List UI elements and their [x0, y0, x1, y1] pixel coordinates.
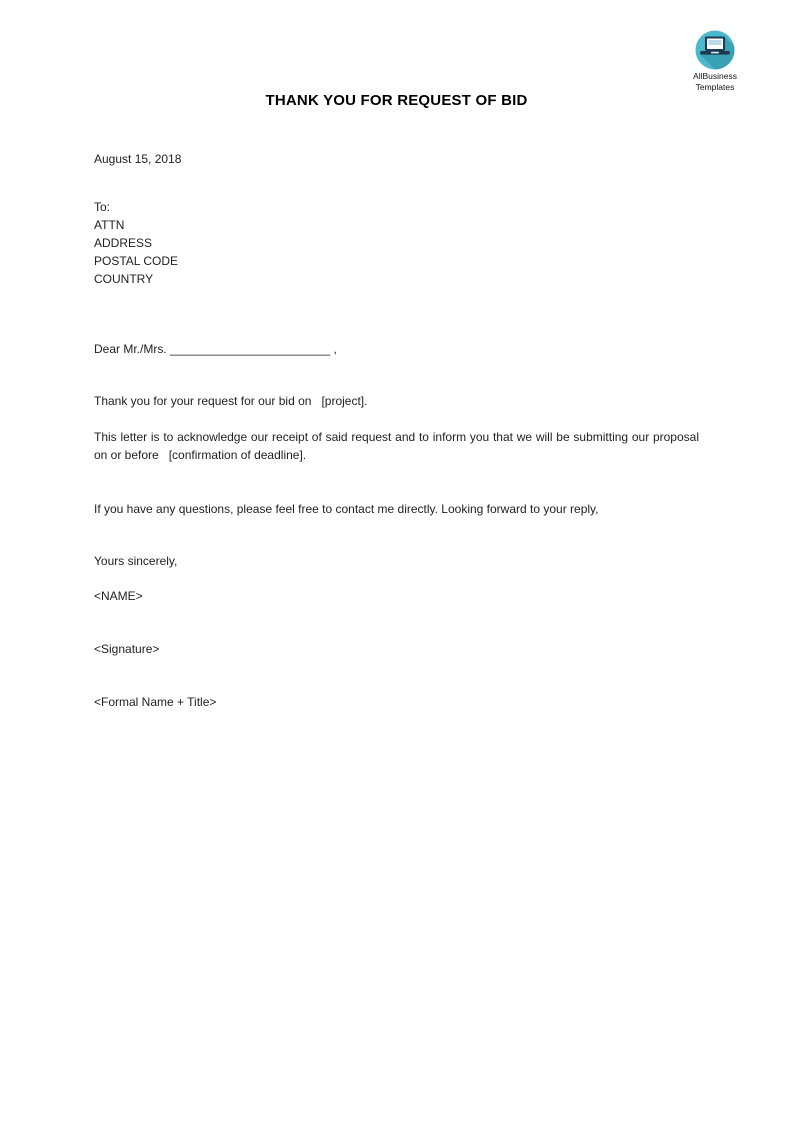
- body-paragraph-3: If you have any questions, please feel free to contact me directly. Looking forward to your reply,: [94, 502, 599, 516]
- brand-name-line2: Templates: [695, 82, 735, 92]
- name-placeholder: <NAME>: [94, 589, 143, 603]
- letter-title: THANK YOU FOR REQUEST OF BID: [265, 92, 528, 109]
- brand-logo: [686, 30, 744, 92]
- recipient-line-attn: ATTN: [94, 218, 125, 232]
- body-paragraph-2: This letter is to acknowledge our receipt of said request and to inform you that we will be submitting our proposal on or before [confirmation of deadline].: [94, 430, 703, 462]
- salutation-suffix: ,: [330, 342, 337, 356]
- recipient-block: [94, 198, 699, 288]
- body-paragraph-1: Thank you for your request for our bid on [project].: [94, 394, 368, 408]
- laptop-icon: [695, 30, 735, 70]
- formal-name-title-placeholder: <Formal Name + Title>: [94, 695, 217, 709]
- brand-name-line1: AllBusiness: [693, 71, 737, 81]
- recipient-line-address: ADDRESS: [94, 236, 153, 250]
- recipient-line-to: To:: [94, 200, 111, 214]
- date-line: August 15, 2018: [94, 152, 182, 166]
- recipient-line-postal-code: POSTAL CODE: [94, 254, 179, 268]
- salutation-line: [94, 340, 699, 358]
- closing-line: Yours sincerely,: [94, 554, 178, 568]
- salutation-prefix: Dear Mr./Mrs.: [94, 342, 171, 356]
- recipient-line-country: COUNTRY: [94, 272, 154, 286]
- salutation-blank-line: ________________________: [170, 342, 331, 356]
- signature-placeholder: <Signature>: [94, 642, 160, 656]
